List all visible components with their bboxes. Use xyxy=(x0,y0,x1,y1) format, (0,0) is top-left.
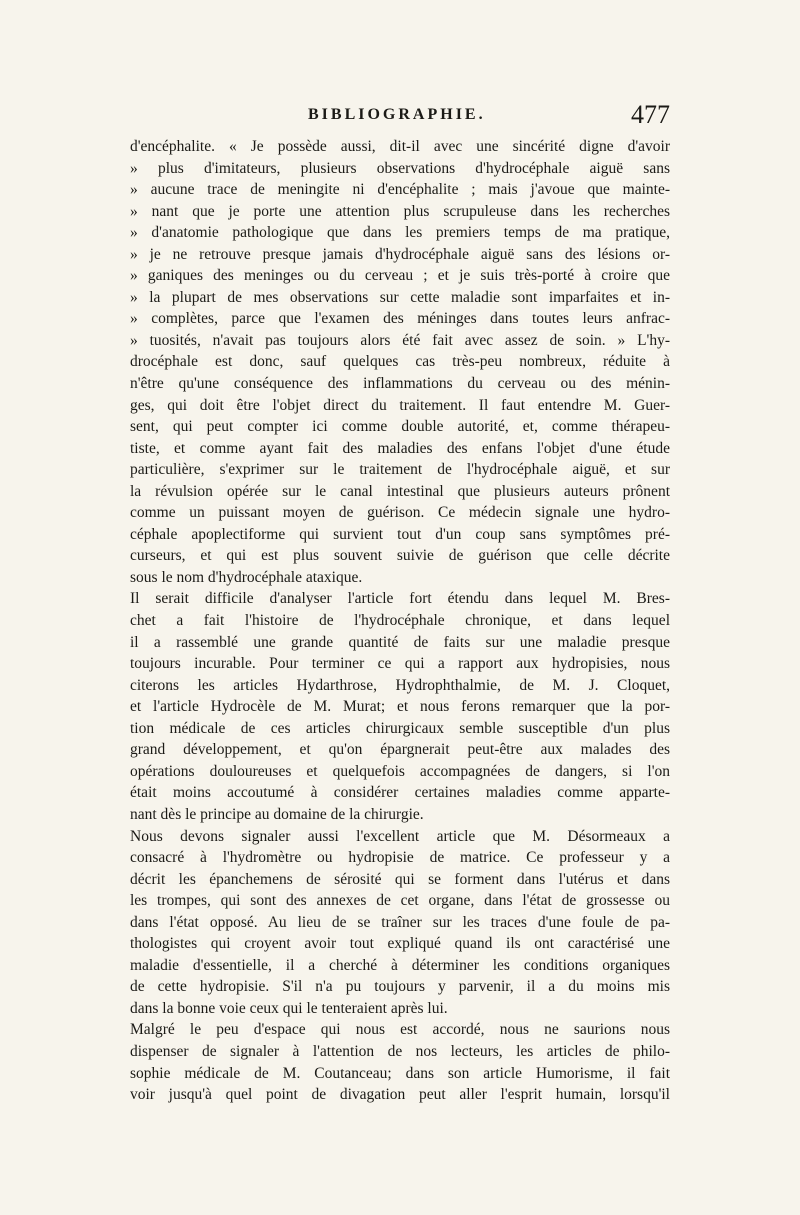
text-line: dispenser de signaler à l'attention de nos lecteurs, les articles de philo- xyxy=(130,1042,670,1060)
text-line: grand développement, et qu'on épargnerait peut-être aux malades des xyxy=(130,741,670,759)
text-line: d'encéphalite. « Je possède aussi, dit-il avec une sincérité digne d'avoir xyxy=(130,138,670,155)
text-line: » je ne retrouve presque jamais d'hydrocéphale aiguë sans des lésions or- xyxy=(130,245,670,263)
text-line: » plus d'imitateurs, plusieurs observations d'hydrocéphale aiguë sans xyxy=(130,159,670,177)
text-line: particulière, s'exprimer sur le traitement de l'hydrocéphale aiguë, et sur xyxy=(130,461,670,479)
page-header xyxy=(130,100,670,140)
text-line: » complètes, parce que l'examen des méninges dans toutes leurs anfrac- xyxy=(130,310,670,328)
text-line: la révulsion opérée sur le canal intestinal que plusieurs auteurs prônent xyxy=(130,482,670,500)
text-line: dans l'état opposé. Au lieu de se traîner sur les traces d'une foule de pa- xyxy=(130,913,670,931)
text-line: tiste, et comme ayant fait des maladies des enfans l'objet d'une étude xyxy=(130,439,670,457)
body-text xyxy=(130,136,670,1106)
text-line: n'être qu'une conséquence des inflammations du cerveau ou des ménin- xyxy=(130,375,670,393)
text-line: » d'anatomie pathologique que dans les premiers temps de ma pratique, xyxy=(130,224,670,242)
text-line: opérations douloureuses et quelquefois accompagnées de dangers, si l'on xyxy=(130,762,670,780)
text-line: Malgré le peu d'espace qui nous est accordé, nous ne saurions nous xyxy=(130,1021,670,1039)
text-line: » ganiques des meninges ou du cerveau ; et je suis très-porté à croire que xyxy=(130,267,670,285)
text-line: curseurs, et qui est plus souvent suivie de guérison que celle décrite xyxy=(130,547,670,565)
text-line: citerons les articles Hydarthrose, Hydrophthalmie, de M. J. Cloquet, xyxy=(130,676,670,694)
text-line: il a rassemblé une grande quantité de faits sur une maladie presque xyxy=(130,633,670,651)
text-line: ges, qui doit être l'objet direct du traitement. Il faut entendre M. Guer- xyxy=(130,396,670,414)
text-line: dans la bonne voie ceux qui le tenteraient après lui. xyxy=(130,999,448,1017)
text-line: de cette hydropisie. S'il n'a pu toujours y parvenir, il a du moins mis xyxy=(130,978,670,996)
text-line: » la plupart de mes observations sur cette maladie sont imparfaites et in- xyxy=(130,288,670,306)
text-line: décrit les épanchemens de sérosité qui se forment dans l'utérus et dans xyxy=(130,870,670,888)
text-line: drocéphale est donc, sauf quelques cas très-peu nombreux, réduite à xyxy=(130,353,670,371)
text-line: voir jusqu'à quel point de divagation peut aller l'esprit humain, lorsqu'il xyxy=(130,1086,670,1104)
running-head: BIBLIOGRAPHIE. xyxy=(308,106,486,123)
text-line: » tuosités, n'avait pas toujours alors été fait avec assez de soin. » L'hy- xyxy=(130,331,670,349)
text-line: thologistes qui croyent avoir tout expliqué quand ils ont caractérisé une xyxy=(130,935,670,953)
text-line: et l'article Hydrocèle de M. Murat; et nous ferons remarquer que la por- xyxy=(130,698,670,716)
text-line: toujours incurable. Pour terminer ce qui a rapport aux hydropisies, nous xyxy=(130,655,670,673)
page-number: 477 xyxy=(631,100,670,129)
text-line: Nous devons signaler aussi l'excellent article que M. Désormeaux a xyxy=(130,827,670,845)
text-line: comme un puissant moyen de guérison. Ce médecin signale une hydro- xyxy=(130,504,670,522)
text-line: sent, qui peut compter ici comme double autorité, et, comme thérapeu- xyxy=(130,418,670,436)
text-line: consacré à l'hydromètre ou hydropisie de matrice. Ce professeur y a xyxy=(130,849,670,867)
text-line: tion médicale de ces articles chirurgicaux semble susceptible d'un plus xyxy=(130,719,670,737)
text-line: était moins accoutumé à considérer certaines maladies comme apparte- xyxy=(130,784,670,802)
text-line: Il serait difficile d'analyser l'article fort étendu dans lequel M. Bres- xyxy=(130,590,670,608)
text-line: » nant que je porte une attention plus scrupuleuse dans les recherches xyxy=(130,202,670,220)
text-line: les trompes, qui sont des annexes de cet organe, dans l'état de grossesse ou xyxy=(130,892,670,910)
text-line: céphale apoplectiforme qui survient tout d'un coup sans symptômes pré- xyxy=(130,525,670,543)
text-line: sophie médicale de M. Coutanceau; dans son article Humorisme, il fait xyxy=(130,1064,670,1082)
text-line: chet a fait l'histoire de l'hydrocéphale chronique, et dans lequel xyxy=(130,612,670,630)
text-line: sous le nom d'hydrocéphale ataxique. xyxy=(130,568,363,586)
text-line: maladie d'essentielle, il a cherché à déterminer les conditions organiques xyxy=(130,956,670,974)
text-line: » aucune trace de meningite ni d'encéphalite ; mais j'avoue que mainte- xyxy=(130,181,670,199)
text-line: nant dès le principe au domaine de la chirurgie. xyxy=(130,805,424,823)
